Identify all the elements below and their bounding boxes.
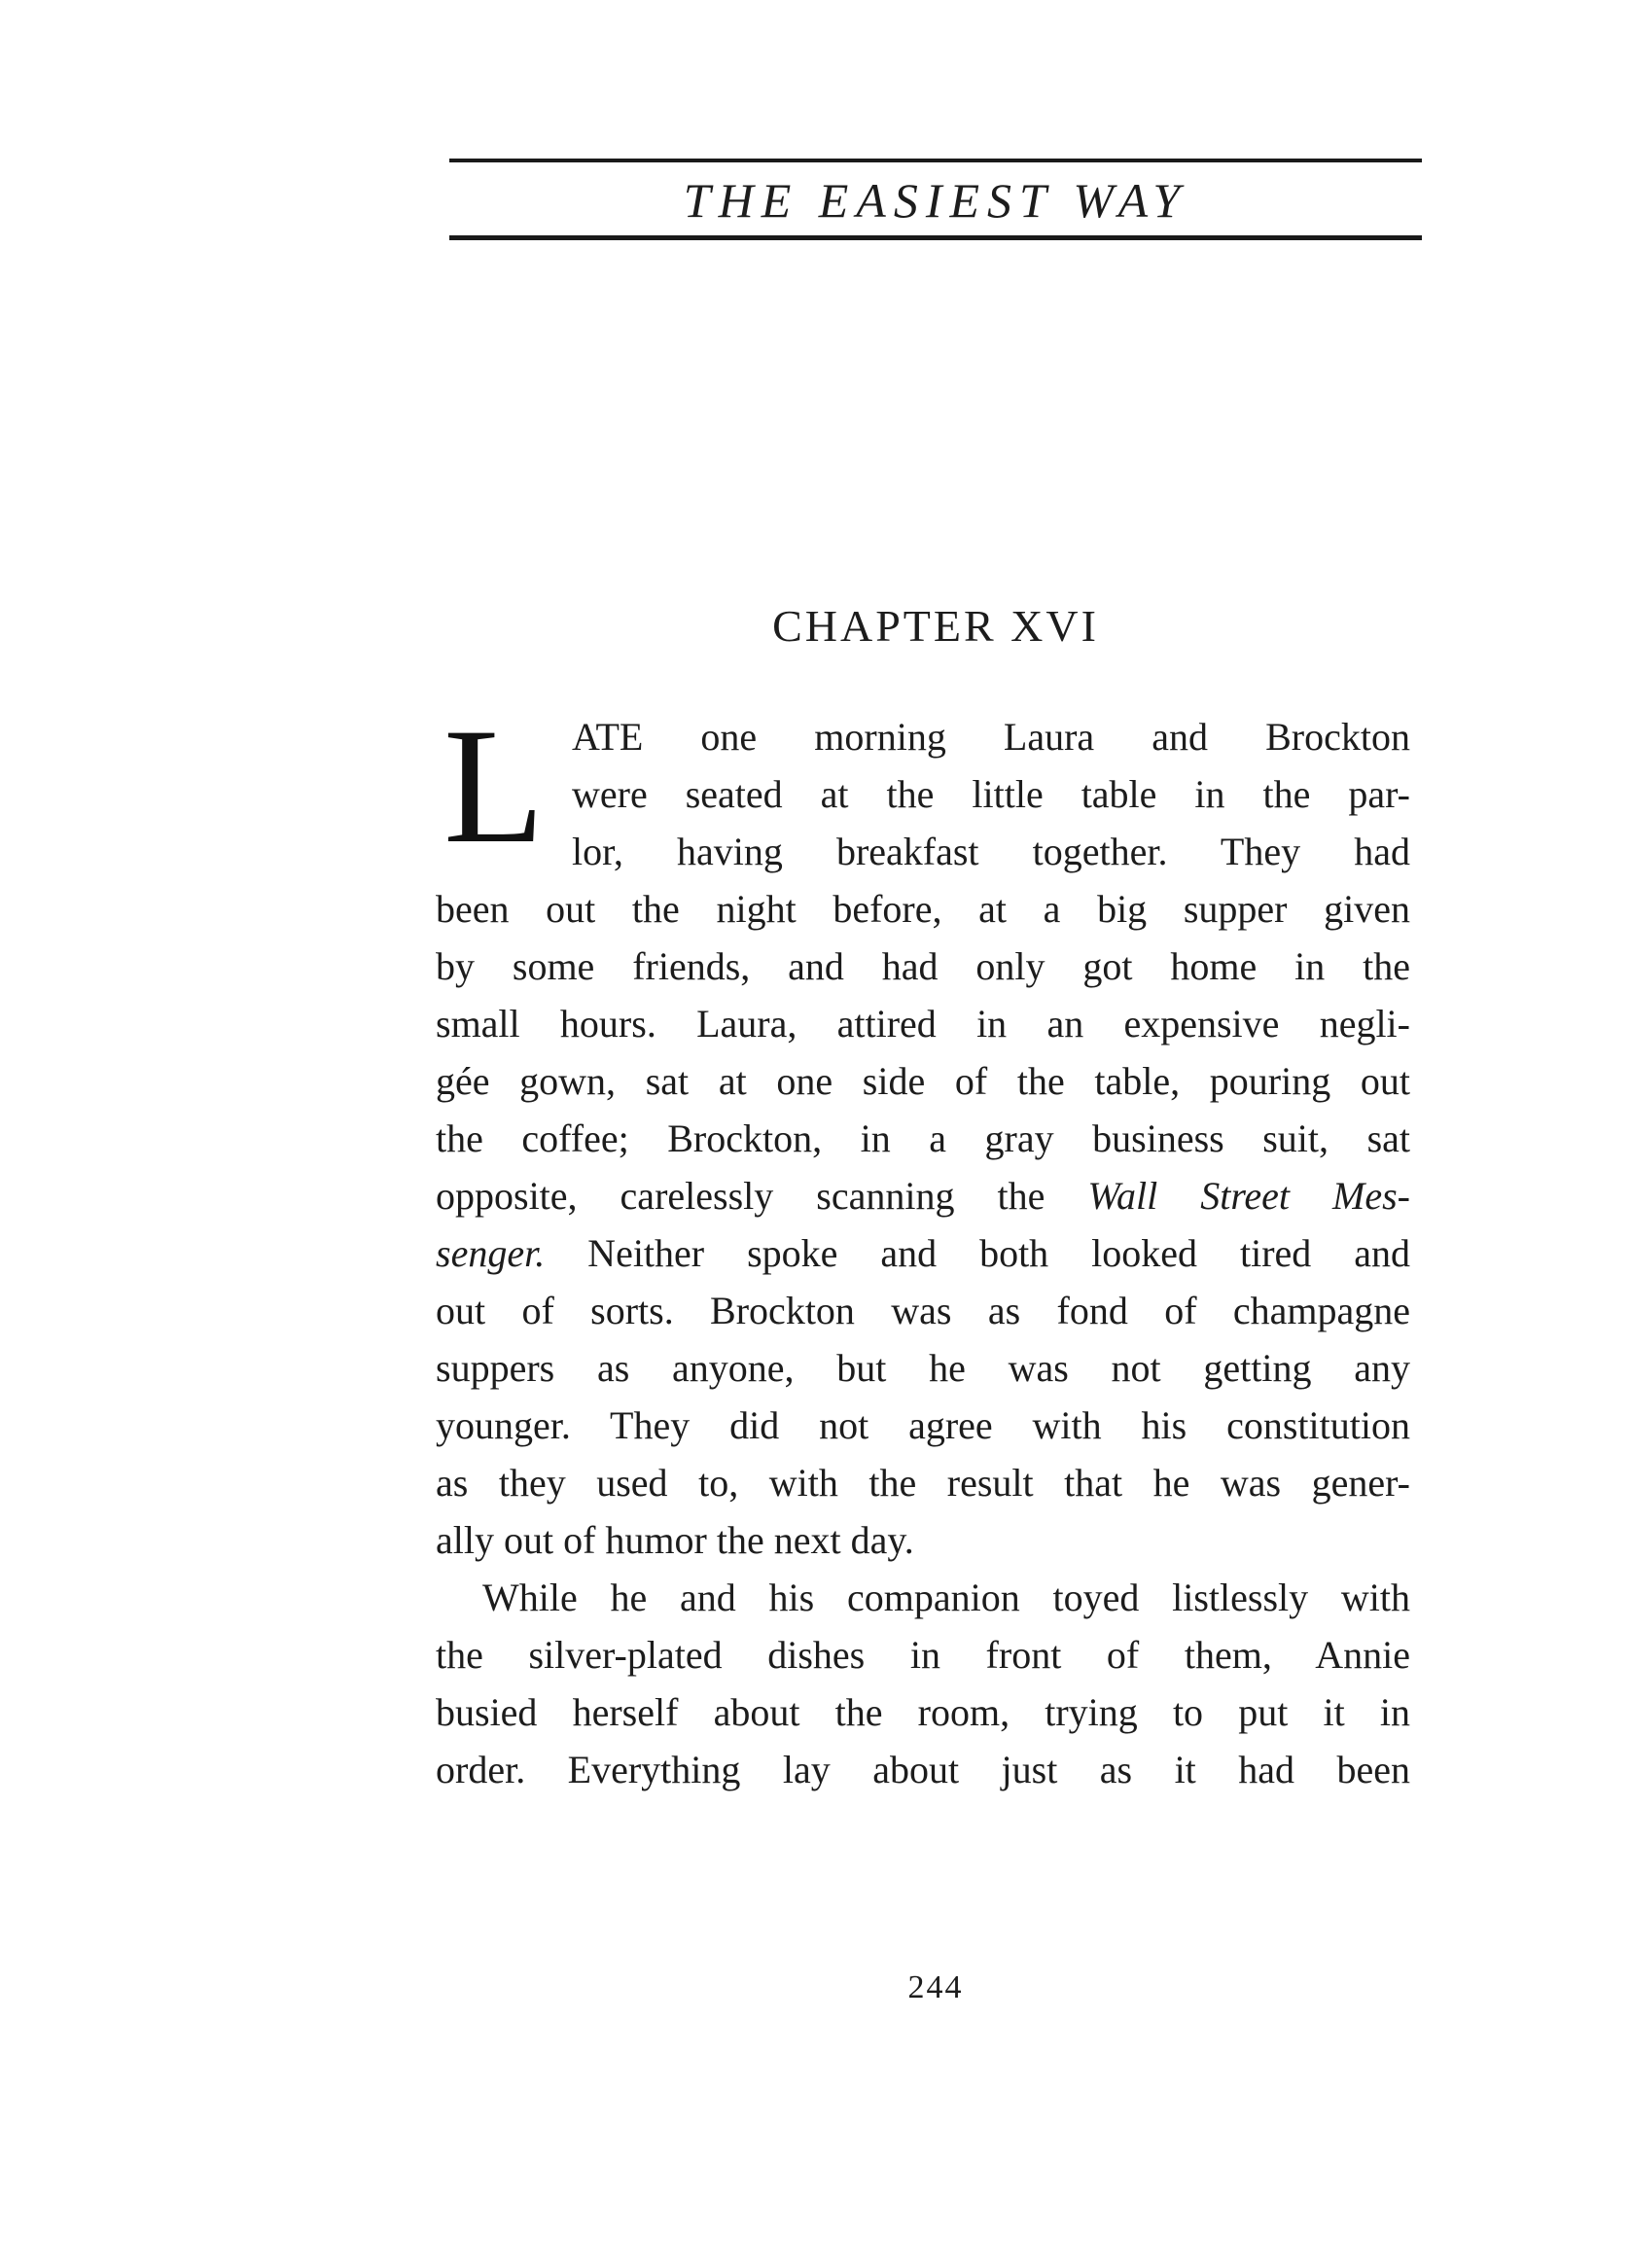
- text-line: out of sorts. Brockton was as fond of champagne: [436, 1289, 1410, 1332]
- text-line: the coffee; Brockton, in a gray business suit, sat: [436, 1116, 1410, 1160]
- text-line: ATE one morning Laura and Brockton: [572, 715, 1410, 759]
- text-line: [436, 1224, 1410, 1282]
- body-text: [436, 694, 1410, 1798]
- chapter-heading: CHAPTER XVI: [772, 601, 1099, 651]
- text-line: [436, 1167, 1410, 1224]
- text-line: the silver-plated dishes in front of them, Annie: [436, 1633, 1410, 1677]
- text-line: gée gown, sat at one side of the table, pouring out: [436, 1059, 1410, 1103]
- text-line: been out the night before, at a big supper given: [436, 887, 1410, 931]
- text-line: While he and his companion toyed listlessly with: [482, 1576, 1410, 1619]
- text-segment: Neither spoke and both looked tired and: [545, 1231, 1410, 1275]
- text-line: lor, having breakfast together. They had: [572, 830, 1410, 873]
- header-rule-bottom: [449, 235, 1422, 240]
- newspaper-title: Wall Street Mes-: [1087, 1174, 1410, 1218]
- text-line: order. Everything lay about just as it had been: [436, 1748, 1410, 1791]
- text-line: were seated at the little table in the par-: [572, 772, 1410, 816]
- text-line: suppers as anyone, but he was not getting any: [436, 1346, 1410, 1390]
- text-line: younger. They did not agree with his constitution: [436, 1403, 1410, 1447]
- running-head: THE EASIEST WAY: [683, 173, 1188, 228]
- text-line: ally out of humor the next day.: [436, 1518, 914, 1562]
- text-line: by some friends, and had only got home in the: [436, 944, 1410, 988]
- text-line: as they used to, with the result that he was gener-: [436, 1461, 1410, 1505]
- drop-cap: L: [443, 694, 545, 877]
- header-rule-top: [449, 159, 1422, 162]
- text-line: small hours. Laura, attired in an expensive negli-: [436, 1002, 1410, 1045]
- page-number: 244: [907, 1969, 964, 2005]
- newspaper-title-continued: senger.: [436, 1231, 546, 1275]
- text-segment: opposite, carelessly scanning the: [436, 1174, 1088, 1218]
- text-line: busied herself about the room, trying to put it in: [436, 1690, 1410, 1734]
